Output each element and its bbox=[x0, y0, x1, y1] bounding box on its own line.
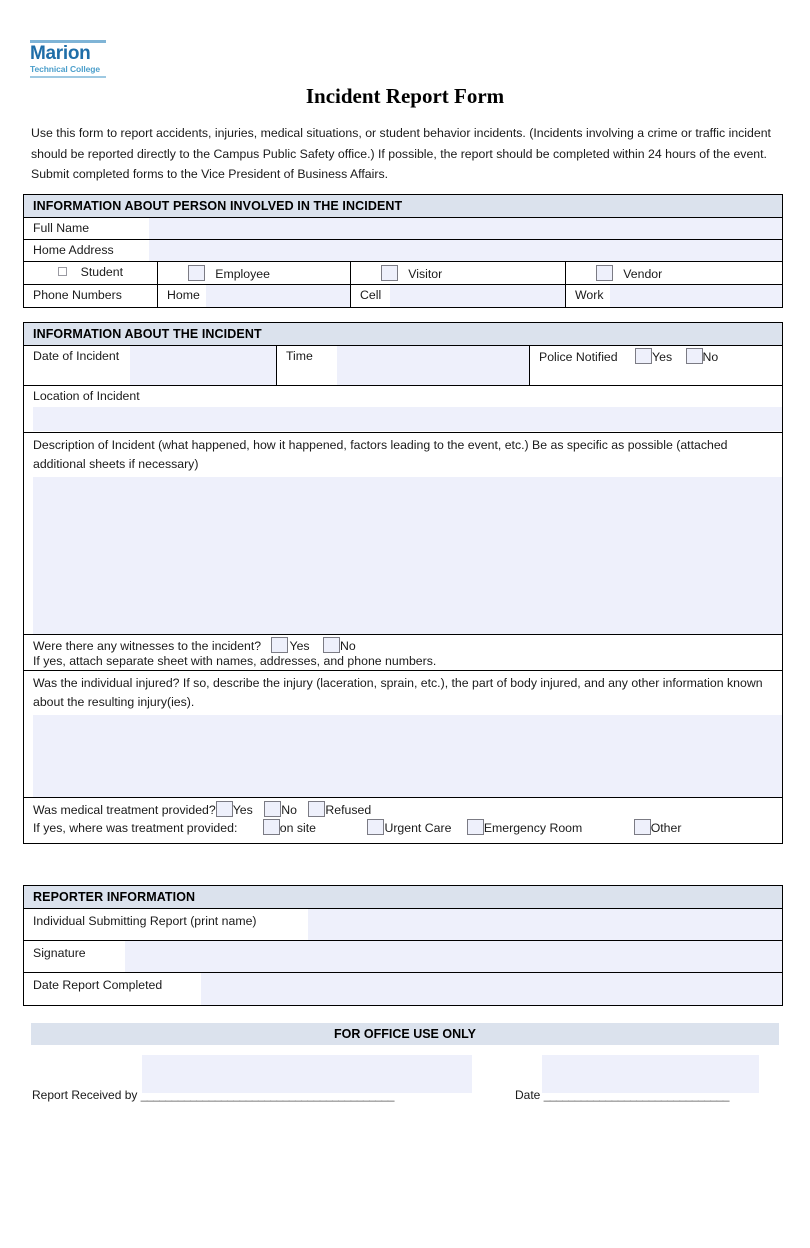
full-name-label: Full Name bbox=[33, 221, 90, 235]
signature-row bbox=[24, 941, 782, 973]
treatment-location-line bbox=[33, 819, 681, 835]
police-yes-label: Yes bbox=[652, 350, 673, 364]
report-received-by-label: Report Received by bbox=[32, 1088, 138, 1102]
witness-question-label: Were there any witnesses to the incident? bbox=[33, 639, 262, 653]
date-of-incident-label: Date of Incident bbox=[33, 349, 120, 363]
checkbox-visitor-icon[interactable] bbox=[381, 265, 398, 281]
full-name-row bbox=[24, 218, 782, 240]
checkbox-witness-yes-icon[interactable] bbox=[271, 637, 288, 653]
phone-home-input[interactable] bbox=[206, 285, 350, 307]
submitter-input[interactable] bbox=[308, 909, 782, 940]
checkbox-medical-refused-icon[interactable] bbox=[308, 801, 325, 817]
checkbox-emergency-room-icon[interactable] bbox=[467, 819, 484, 835]
submitter-row bbox=[24, 909, 782, 941]
checkbox-police-yes-icon[interactable] bbox=[635, 348, 652, 364]
phone-cell-label: Cell bbox=[360, 288, 382, 302]
phone-numbers-label: Phone Numbers bbox=[33, 288, 122, 302]
witness-question-line bbox=[33, 637, 356, 653]
person-type-employee[interactable] bbox=[158, 262, 351, 284]
checkbox-onsite-icon[interactable] bbox=[263, 819, 280, 835]
incident-section-header: INFORMATION ABOUT THE INCIDENT bbox=[24, 323, 782, 346]
phone-cell-input[interactable] bbox=[390, 285, 565, 307]
checkbox-urgent-care-icon[interactable] bbox=[367, 819, 384, 835]
phone-work-label: Work bbox=[575, 288, 604, 302]
date-of-incident-input[interactable] bbox=[130, 346, 276, 385]
full-name-input[interactable] bbox=[149, 218, 782, 239]
treatment-other-label: Other bbox=[650, 821, 682, 835]
phone-home-cell[interactable] bbox=[158, 285, 351, 307]
marion-technical-college-logo bbox=[30, 40, 106, 78]
phone-numbers-label-cell bbox=[24, 285, 158, 307]
treatment-urgent-care-label: Urgent Care bbox=[384, 821, 452, 835]
person-type-visitor[interactable] bbox=[351, 262, 566, 284]
date-completed-input[interactable] bbox=[201, 973, 782, 1005]
date-of-incident-cell[interactable] bbox=[24, 346, 277, 385]
phone-numbers-row bbox=[24, 285, 782, 307]
police-notified-cell bbox=[530, 346, 782, 385]
police-notified-label: Police Notified bbox=[539, 350, 618, 364]
time-input[interactable] bbox=[337, 346, 529, 385]
person-information-section bbox=[23, 194, 783, 308]
report-received-by-rule: _________________________________________ bbox=[140, 1088, 394, 1102]
description-of-incident-row bbox=[24, 433, 782, 635]
person-section-header: INFORMATION ABOUT PERSON INVOLVED IN THE INCIDENT bbox=[24, 195, 782, 218]
police-notified-group bbox=[539, 348, 718, 364]
witness-yes-label: Yes bbox=[289, 639, 310, 653]
phone-home-label: Home bbox=[167, 288, 200, 302]
reporter-section-header: REPORTER INFORMATION bbox=[24, 886, 782, 909]
checkbox-other-icon[interactable] bbox=[634, 819, 651, 835]
checkbox-medical-no-icon[interactable] bbox=[264, 801, 281, 817]
checkbox-police-no-icon[interactable] bbox=[686, 348, 703, 364]
reporter-information-section bbox=[23, 885, 783, 1006]
person-type-row bbox=[24, 262, 782, 285]
time-cell[interactable] bbox=[277, 346, 530, 385]
office-use-header: FOR OFFICE USE ONLY bbox=[31, 1023, 779, 1045]
home-address-row bbox=[24, 240, 782, 262]
medical-refused-label: Refused bbox=[325, 803, 372, 817]
home-address-input[interactable] bbox=[149, 240, 782, 261]
witness-no-label: No bbox=[339, 639, 356, 653]
signature-label: Signature bbox=[33, 946, 86, 960]
checkbox-student-icon[interactable] bbox=[58, 267, 67, 276]
medical-question-line bbox=[33, 801, 371, 817]
person-type-visitor-label: Visitor bbox=[408, 267, 443, 281]
location-of-incident-row bbox=[24, 386, 782, 433]
medical-yes-label: Yes bbox=[232, 803, 253, 817]
logo-subtitle: Technical College bbox=[30, 64, 100, 74]
location-of-incident-input[interactable] bbox=[33, 407, 782, 431]
logo-bottom-bar bbox=[30, 76, 106, 78]
checkbox-witness-no-icon[interactable] bbox=[323, 637, 340, 653]
checkbox-vendor-icon[interactable] bbox=[596, 265, 613, 281]
medical-no-label: No bbox=[281, 803, 297, 817]
time-label: Time bbox=[286, 349, 313, 363]
office-date-rule: ______________________________ bbox=[543, 1088, 729, 1102]
office-date-label: Date bbox=[515, 1088, 541, 1102]
phone-cell-cell[interactable] bbox=[351, 285, 566, 307]
treatment-onsite-label: on site bbox=[279, 821, 317, 835]
person-type-vendor[interactable] bbox=[566, 262, 782, 284]
injury-description-input[interactable] bbox=[33, 715, 782, 797]
report-received-by-line bbox=[32, 1088, 394, 1102]
office-use-body bbox=[31, 1055, 779, 1110]
location-of-incident-label: Location of Incident bbox=[33, 389, 140, 403]
page-title: Incident Report Form bbox=[305, 84, 505, 108]
person-type-vendor-label: Vendor bbox=[623, 267, 663, 281]
phone-work-cell[interactable] bbox=[566, 285, 782, 307]
checkbox-medical-yes-icon[interactable] bbox=[216, 801, 233, 817]
date-completed-label: Date Report Completed bbox=[33, 978, 163, 992]
witness-note: If yes, attach separate sheet with names, addresses, and phone numbers. bbox=[33, 654, 437, 668]
date-completed-row bbox=[24, 973, 782, 1005]
person-type-student-label: Student bbox=[80, 265, 124, 279]
description-of-incident-input[interactable] bbox=[33, 477, 782, 634]
witnesses-row bbox=[24, 635, 782, 671]
medical-treatment-row bbox=[24, 798, 782, 843]
signature-input[interactable] bbox=[125, 941, 782, 972]
home-address-label: Home Address bbox=[33, 243, 114, 257]
office-date-line bbox=[515, 1088, 729, 1102]
treatment-emergency-room-label: Emergency Room bbox=[483, 821, 583, 835]
person-type-employee-label: Employee bbox=[215, 267, 270, 281]
police-no-label: No bbox=[702, 350, 719, 364]
date-time-police-row bbox=[24, 346, 782, 386]
person-type-student[interactable] bbox=[24, 262, 158, 284]
description-of-incident-label: Description of Incident (what happened, how it happened, factors leading to the event, etc.) Be as specific as possible (attached additional sheets if necessary) bbox=[33, 438, 728, 471]
phone-work-input[interactable] bbox=[610, 285, 782, 307]
medical-question-label: Was medical treatment provided? bbox=[33, 803, 216, 817]
injury-question-label: Was the individual injured? If so, describe the injury (laceration, sprain, etc.), the part of body injured, and any other information known about the resulting injury(ies). bbox=[33, 676, 763, 709]
logo-name: Marion bbox=[30, 43, 91, 64]
checkbox-employee-icon[interactable] bbox=[188, 265, 205, 281]
treatment-location-label: If yes, where was treatment provided: bbox=[33, 821, 238, 835]
intro-paragraph: Use this form to report accidents, injuries, medical situations, or student behavior incidents. (Incidents involving a crime or traffic incident should be reported directly to the Campus Public Safety office.) If possible, the report should be completed within 24 hours of the event. Submit completed forms to the Vice President of Business Affairs. bbox=[31, 126, 771, 181]
submitter-label: Individual Submitting Report (print name) bbox=[33, 914, 257, 928]
incident-information-section bbox=[23, 322, 783, 844]
injury-row bbox=[24, 671, 782, 798]
